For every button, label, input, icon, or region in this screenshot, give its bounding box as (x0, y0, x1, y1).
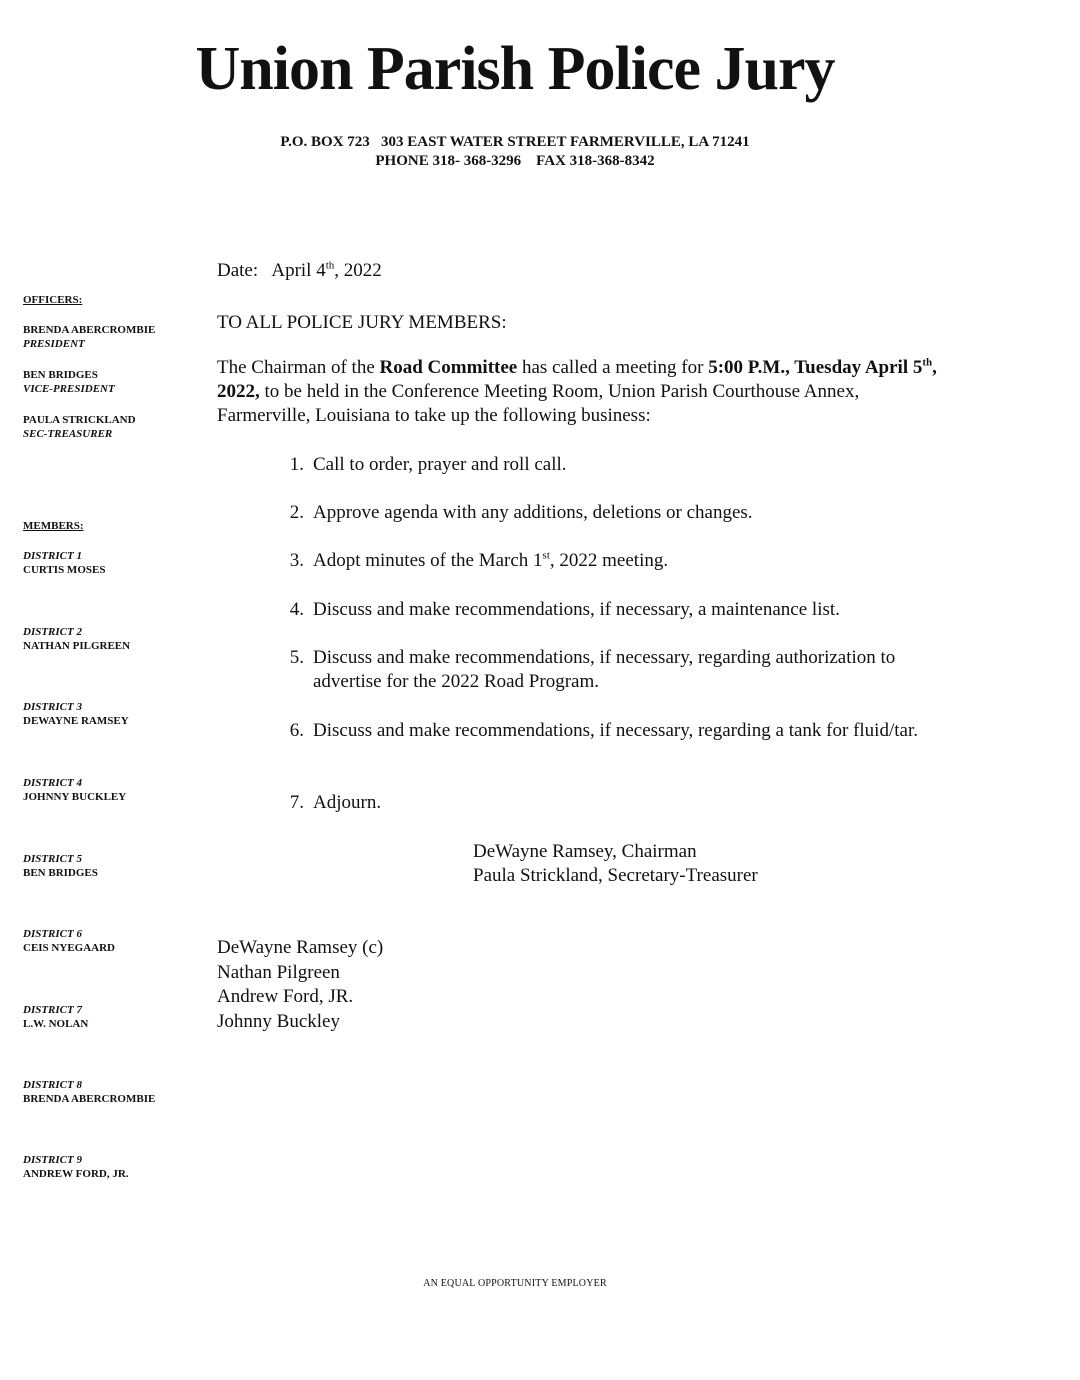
officer-title: VICE-PRESIDENT (23, 383, 115, 395)
committee-member: Johnny Buckley (217, 1010, 340, 1032)
agenda-text: Call to order, prayer and roll call. (313, 454, 567, 475)
meeting-time-text: 5:00 P.M., Tuesday April 5 (708, 357, 923, 378)
member-district: DISTRICT 4 (23, 777, 82, 789)
agenda-number: 4. (289, 599, 304, 620)
agenda-number: 2. (289, 502, 304, 523)
agenda-number: 6. (289, 720, 304, 741)
member-district: DISTRICT 1 (23, 550, 82, 562)
member-entry (23, 625, 130, 653)
member-name: L.W. NOLAN (23, 1018, 89, 1030)
signer-secretary: Paula Strickland, Secretary-Treasurer (473, 865, 758, 886)
salutation: TO ALL POLICE JURY MEMBERS: (217, 312, 507, 333)
para-part: to be held in the Conference Meeting Room, Union Parish Courthouse Annex, Farmerville, Louisiana to take up the following business: (217, 381, 860, 426)
agenda-text: Approve agenda with any additions, deletions or changes. (313, 502, 753, 523)
agenda-text-pre: Adopt minutes of the March 1 (313, 550, 543, 571)
member-entry (23, 700, 129, 728)
member-name: BEN BRIDGES (23, 867, 98, 879)
member-name: NATHAN PILGREEN (23, 640, 131, 652)
officer-entry (23, 413, 136, 441)
meeting-notice-paragraph (217, 356, 957, 428)
agenda-number: 1. (289, 454, 304, 475)
member-district: DISTRICT 8 (23, 1079, 82, 1091)
member-entry (23, 927, 115, 955)
agenda-text-sup: st (542, 549, 550, 562)
address-line-2: PHONE 318- 368-3296 FAX 318-368-8342 (375, 153, 655, 169)
para-part: The Chairman of the (217, 357, 380, 378)
date-value-post: , 2022 (334, 260, 382, 281)
agenda-text: Discuss and make recommendations, if necessary, regarding authorization to advertise for the 2022 Road Program. (313, 647, 896, 692)
officer-name: BRENDA ABERCROMBIE (23, 324, 156, 336)
officer-entry (23, 368, 115, 396)
member-entry (23, 1153, 129, 1181)
meeting-year: , 2022, (217, 357, 937, 402)
member-district: DISTRICT 7 (23, 1004, 82, 1016)
meeting-time-sup: th (922, 356, 933, 369)
committee-member: Andrew Ford, JR. (217, 986, 354, 1007)
member-name: ANDREW FORD, JR. (23, 1168, 129, 1180)
committee-members-list (217, 936, 383, 1034)
agenda-text-post: , 2022 meeting. (549, 550, 669, 571)
committee-name: Road Committee (379, 357, 518, 378)
member-district: DISTRICT 3 (23, 701, 82, 713)
member-entry (23, 776, 126, 804)
signature-block (473, 840, 758, 888)
officer-name: PAULA STRICKLAND (23, 414, 136, 426)
member-name: BRENDA ABERCROMBIE (23, 1093, 156, 1105)
member-district: DISTRICT 9 (23, 1154, 82, 1166)
member-name: CEIS NYEGAARD (23, 942, 115, 954)
member-entry (23, 1003, 88, 1031)
footer-eoe: AN EQUAL OPPORTUNITY EMPLOYER (423, 1278, 607, 1289)
member-name: DEWAYNE RAMSEY (23, 715, 129, 727)
agenda-number: 5. (289, 647, 304, 668)
agenda-text: Adjourn. (313, 792, 382, 813)
agenda-text (313, 549, 963, 573)
address-line-1: P.O. BOX 723 303 EAST WATER STREET FARMERVILLE, LA 71241 (280, 134, 750, 150)
officer-name: BEN BRIDGES (23, 369, 98, 381)
agenda-text: Discuss and make recommendations, if necessary, a maintenance list. (313, 599, 840, 620)
member-name: JOHNNY BUCKLEY (23, 791, 127, 803)
date-value-pre: April 4 (271, 260, 326, 281)
agenda-number: 7. (289, 792, 304, 813)
member-district: DISTRICT 6 (23, 928, 82, 940)
org-title: Union Parish Police Jury (195, 35, 835, 103)
member-district: DISTRICT 2 (23, 626, 82, 638)
date-value-sup: th (325, 259, 335, 272)
date-label: Date: (217, 260, 259, 281)
member-entry (23, 549, 105, 577)
signer-chairman: DeWayne Ramsey, Chairman (473, 841, 697, 862)
committee-member: Nathan Pilgreen (217, 961, 340, 983)
committee-member: DeWayne Ramsey (c) (217, 937, 384, 958)
org-address (0, 133, 1030, 171)
member-entry (23, 852, 98, 880)
officer-entry (23, 323, 155, 351)
officer-title: PRESIDENT (23, 338, 85, 350)
members-heading: MEMBERS: (23, 520, 84, 532)
member-entry (23, 1078, 155, 1106)
officer-title: SEC-TREASURER (23, 428, 113, 440)
officers-heading: OFFICERS: (23, 294, 83, 306)
agenda-number: 3. (289, 550, 304, 571)
member-name: CURTIS MOSES (23, 564, 106, 576)
letter-date (217, 259, 382, 283)
agenda-text: Discuss and make recommendations, if necessary, regarding a tank for fluid/tar. (313, 720, 918, 741)
member-district: DISTRICT 5 (23, 853, 82, 865)
para-part: has called a meeting for (517, 357, 709, 378)
